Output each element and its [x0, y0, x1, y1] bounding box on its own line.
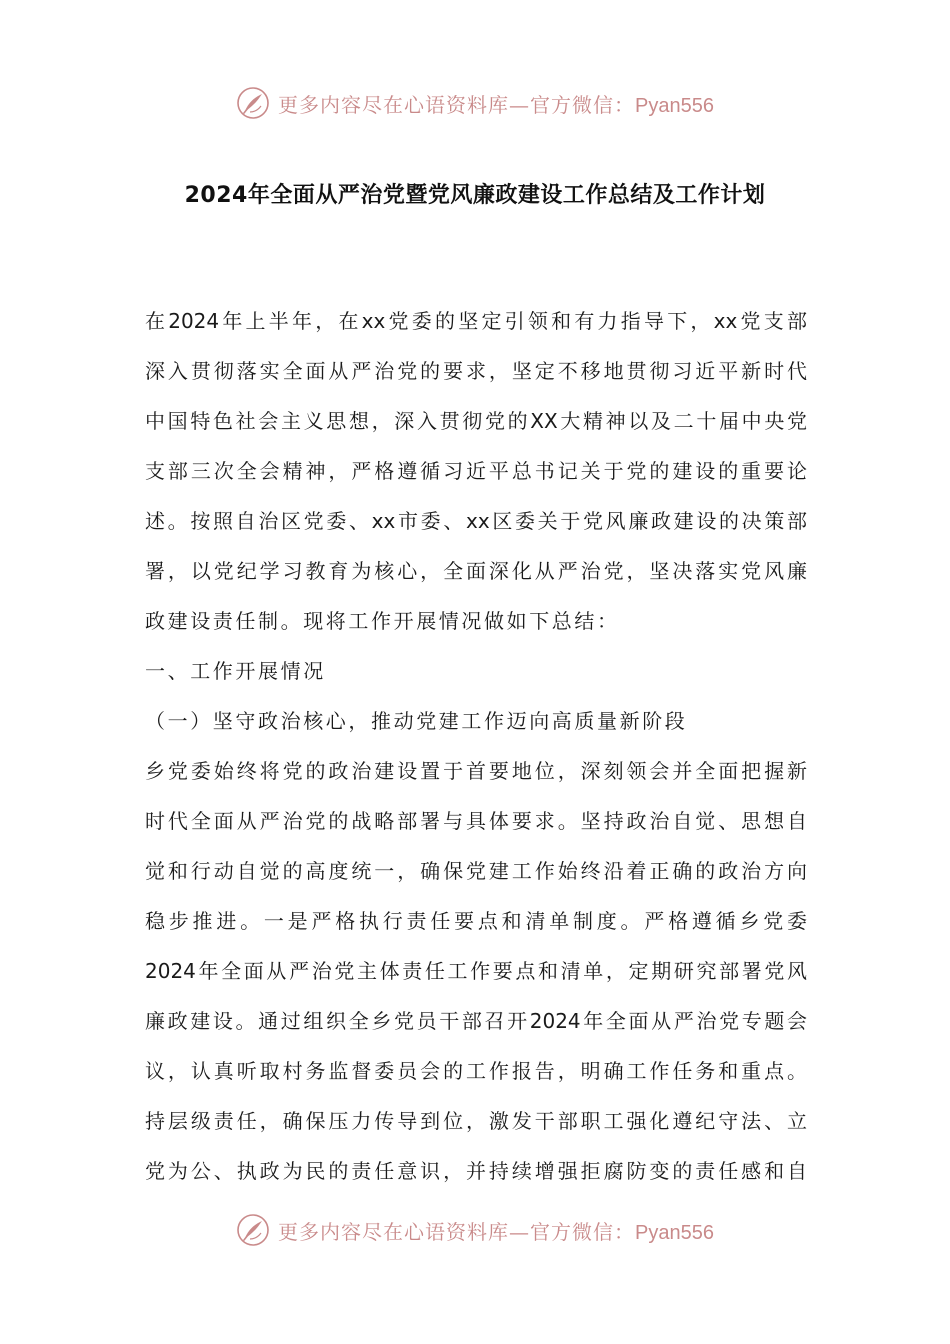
- document-body: [145, 296, 807, 1196]
- text-line: 觉和行动自觉的高度统一，确保党建工作始终沿着正确的政治方向: [145, 859, 807, 883]
- subsection-heading: （一）坚守政治核心，推动党建工作迈向高质量新阶段: [145, 709, 688, 733]
- text-line: 党为公、执政为民的责任意识，并持续增强拒腐防变的责任感和自: [145, 1159, 807, 1183]
- watermark-footer: [0, 1212, 950, 1248]
- text-line: 持层级责任，确保压力传导到位，激发干部职工强化遵纪守法、立: [145, 1109, 807, 1133]
- text-line: 时代全面从严治党的战略部署与具体要求。坚持政治自觉、思想自: [145, 809, 807, 833]
- watermark-text: 更多内容尽在心语资料库—官方微信：Pyan556: [278, 92, 714, 117]
- text-line: 署，以党纪学习教育为核心，全面深化从严治党，坚决落实党风廉: [145, 559, 807, 583]
- text-line: 在2024年上半年，在xx党委的坚定引领和有力指导下，xx党支部: [145, 309, 807, 333]
- text-line: 深入贯彻落实全面从严治党的要求，坚定不移地贯彻习近平新时代: [145, 359, 807, 383]
- text-line: 稳步推进。一是严格执行责任要点和清单制度。严格遵循乡党委: [145, 909, 807, 933]
- section-heading: 一、工作开展情况: [145, 659, 326, 683]
- watermark-wechat-id: Pyan556: [635, 94, 714, 117]
- text-line: 2024年全面从严治党主体责任工作要点和清单，定期研究部署党风: [145, 959, 807, 983]
- watermark-wechat-id: Pyan556: [635, 1221, 714, 1244]
- text-line: 廉政建设。通过组织全乡党员干部召开2024年全面从严治党专题会: [145, 1009, 807, 1033]
- quill-logo-icon: [236, 86, 270, 120]
- text-line: 述。按照自治区党委、xx市委、xx区委关于党风廉政建设的决策部: [145, 509, 807, 533]
- document-title: 2024年全面从严治党暨党风廉政建设工作总结及工作计划: [184, 183, 766, 208]
- text-line: 支部三次全会精神，严格遵循习近平总书记关于党的建设的重要论: [145, 459, 807, 483]
- quill-logo-icon: [236, 1213, 270, 1247]
- text-line: 议，认真听取村务监督委员会的工作报告，明确工作任务和重点。: [145, 1059, 807, 1083]
- text-line: 中国特色社会主义思想，深入贯彻党的XX大精神以及二十届中央党: [145, 409, 807, 433]
- watermark-header: [0, 85, 950, 121]
- text-line: 乡党委始终将党的政治建设置于首要地位，深刻领会并全面把握新: [145, 759, 807, 783]
- watermark-text: 更多内容尽在心语资料库—官方微信：Pyan556: [278, 1219, 714, 1244]
- text-line: 政建设责任制。现将工作开展情况做如下总结：: [145, 609, 620, 633]
